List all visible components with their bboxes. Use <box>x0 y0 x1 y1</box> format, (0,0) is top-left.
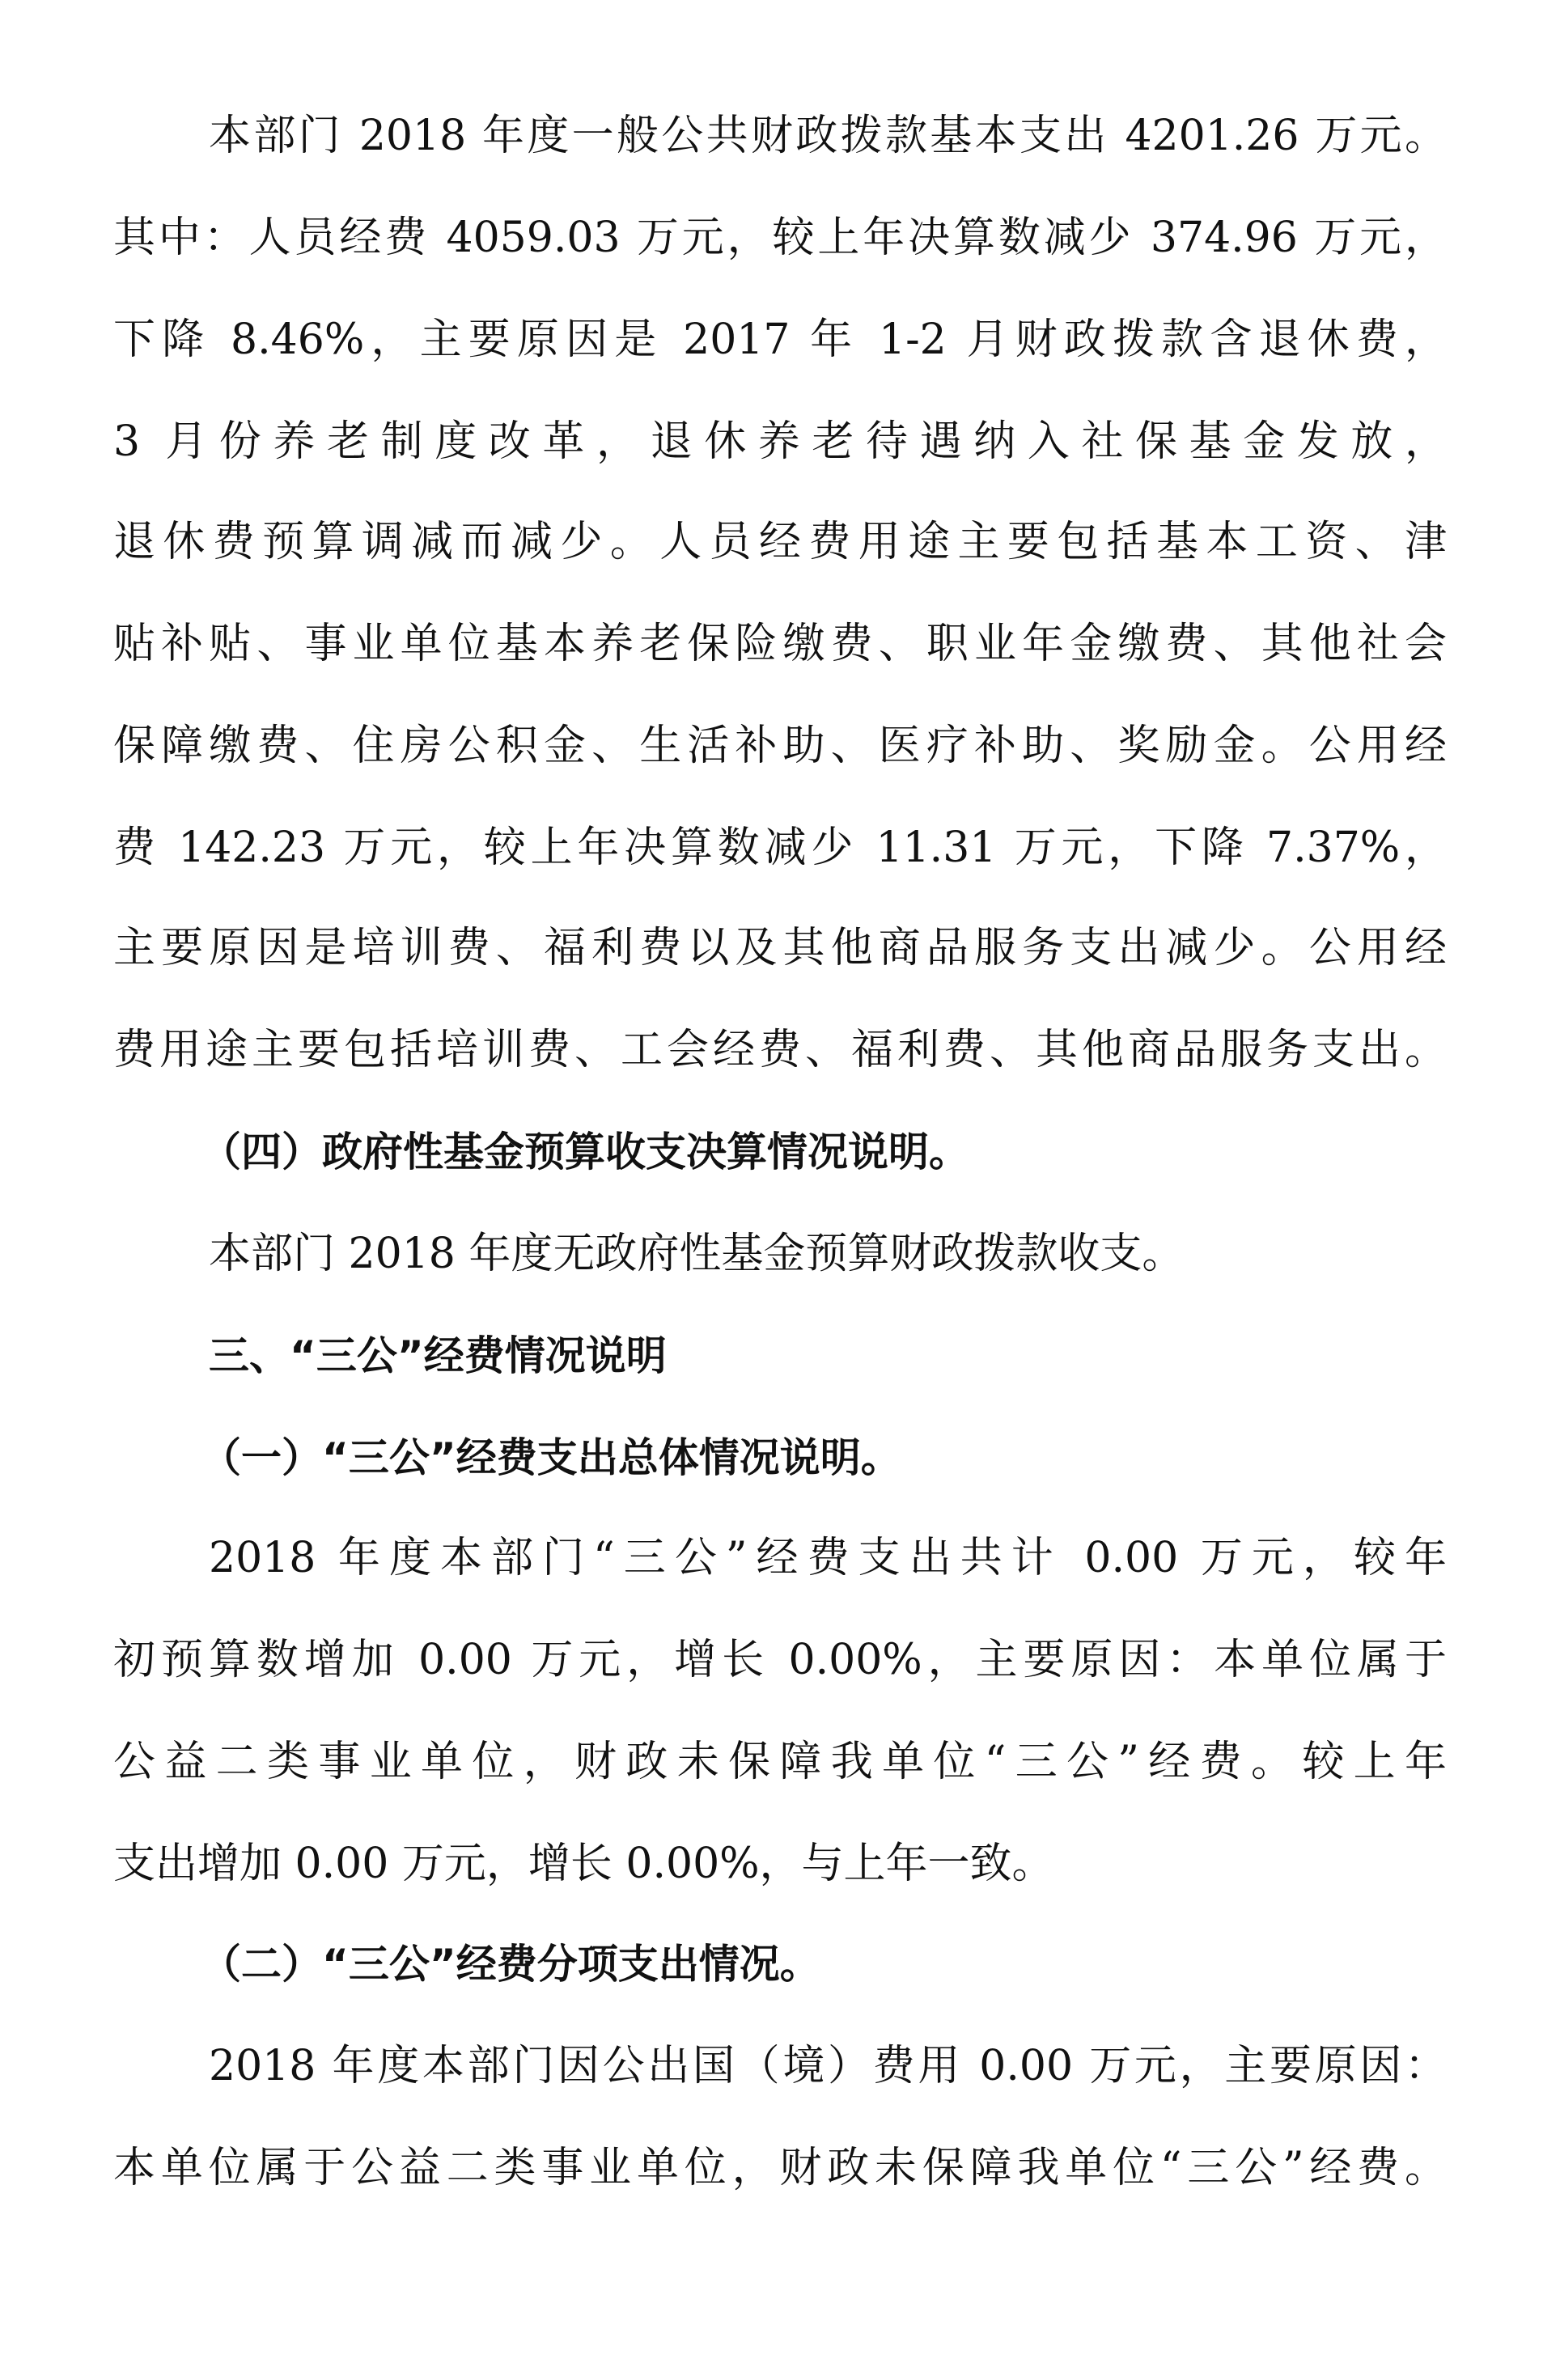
paragraph-line: 本部门 2018 年度一般公共财政拨款基本支出 4201.26 万元。 <box>209 112 1447 160</box>
section-heading: 三、“三公”经费情况说明 <box>209 1332 667 1379</box>
section-heading: （二）“三公”经费分项支出情况。 <box>201 1941 820 1988</box>
paragraph-line: 其中：人员经费 4059.03 万元，较上年决算数减少 374.96 万元， <box>113 214 1447 262</box>
paragraph-line: 本单位属于公益二类事业单位，财政未保障我单位“三公”经费。 <box>113 2144 1447 2192</box>
paragraph-line: 初预算数增加 0.00 万元，增长 0.00%，主要原因：本单位属于 <box>113 1636 1447 1684</box>
paragraph-line: 支出增加 0.00 万元，增长 0.00%，与上年一致。 <box>113 1840 1054 1888</box>
paragraph-line: 公益二类事业单位，财政未保障我单位“三公”经费。较上年 <box>113 1738 1447 1786</box>
section-heading: （四）政府性基金预算收支决算情况说明。 <box>201 1129 969 1175</box>
paragraph-line: 贴补贴、事业单位基本养老保险缴费、职业年金缴费、其他社会 <box>113 620 1447 668</box>
paragraph-line: 2018 年度本部门因公出国（境）费用 0.00 万元，主要原因： <box>209 2042 1447 2090</box>
paragraph-line: 主要原因是培训费、福利费以及其他商品服务支出减少。公用经 <box>113 924 1447 972</box>
paragraph-line: 费用途主要包括培训费、工会经费、福利费、其他商品服务支出。 <box>113 1026 1447 1074</box>
paragraph-line: 3 月份养老制度改革，退休养老待遇纳入社保基金发放， <box>113 417 1447 466</box>
paragraph-line: 本部门 2018 年度无政府性基金预算财政拨款收支。 <box>209 1230 1185 1278</box>
paragraph-line: 下降 8.46%，主要原因是 2017 年 1-2 月财政拨款含退休费， <box>113 315 1447 364</box>
paragraph-line: 退休费预算调减而减少。人员经费用途主要包括基本工资、津 <box>113 518 1447 566</box>
paragraph-line: 2018 年度本部门“三公”经费支出共计 0.00 万元，较年 <box>209 1534 1447 1582</box>
paragraph-line: 费 142.23 万元，较上年决算数减少 11.31 万元，下降 7.37%， <box>113 824 1447 872</box>
section-heading: （一）“三公”经费支出总体情况说明。 <box>201 1434 901 1481</box>
paragraph-line: 保障缴费、住房公积金、生活补助、医疗补助、奖励金。公用经 <box>113 722 1447 770</box>
